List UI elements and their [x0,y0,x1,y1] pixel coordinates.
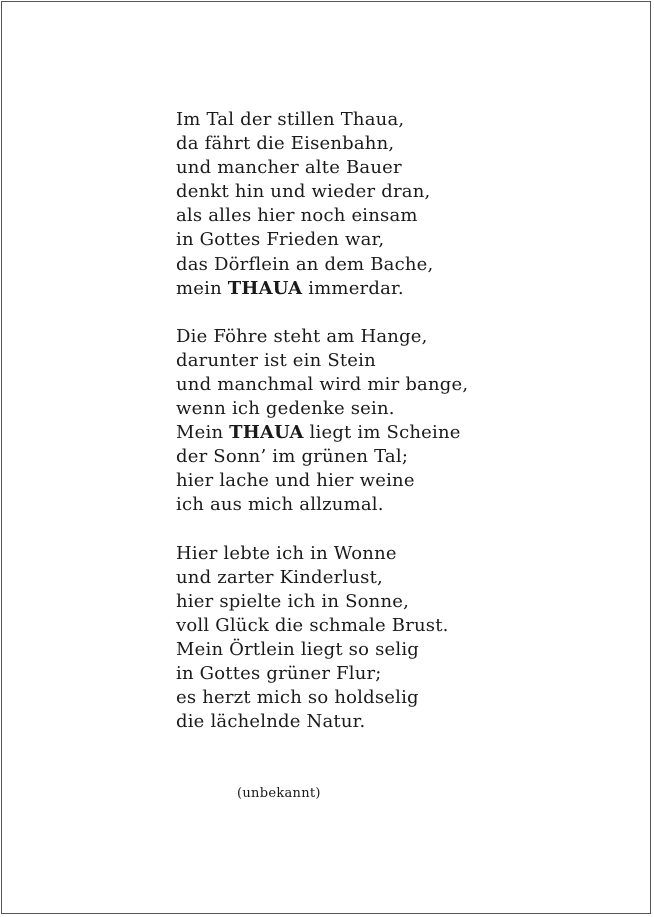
poem-line: und mancher alte Bauer [176,157,402,179]
poem-line: darunter ist ein Stein [176,349,376,371]
poem-line: Hier lebte ich in Wonne [176,542,397,564]
poem-line: voll Glück die schmale Brust. [176,614,449,636]
poem-line: und zarter Kinderlust, [176,566,383,588]
poem-line: Die Föhre steht am Hange, [176,325,428,347]
thaua-emphasis: THAUA [227,277,303,299]
poem-line: denkt hin und wieder dran, [176,181,431,203]
poem-line: Mein Örtlein liegt so selig [176,638,419,660]
poem-line: in Gottes grüner Flur; [176,662,382,684]
poem-line: da fährt die Eisenbahn, [176,133,395,155]
poem-line: die lächelnde Natur. [176,711,366,733]
poem-line: in Gottes Frieden war, [176,229,385,251]
poem-line: hier lache und hier weine [176,470,415,492]
thaua-emphasis: THAUA [229,422,304,444]
line-text: Mein [176,422,230,444]
line-text: liegt im Scheine [303,422,461,444]
poem-page [1,1,651,914]
line-text: mein [176,277,228,299]
stanza-1 [176,108,468,301]
poem [176,108,468,734]
poem-line: der Sonn’ im grünen Tal; [176,446,409,468]
poem-line: wenn ich gedenke sein. [176,398,395,420]
poem-line: es herzt mich so holdselig [176,687,419,709]
poem-line [176,421,468,445]
poem-line: Im Tal der stillen Thaua, [176,109,405,130]
poem-line: ich aus mich allzumal. [176,494,384,516]
poem-line: und manchmal wird mir bange, [176,373,469,395]
stanza-2 [176,325,468,518]
poem-line [176,277,468,301]
line-text: immerdar. [302,277,404,299]
poem-line: hier spielte ich in Sonne, [176,590,410,612]
poem-line: als alles hier noch einsam [176,205,418,227]
author-attribution: (unbekannt) [237,786,321,801]
stanza-3 [176,542,468,735]
poem-line: das Dörflein an dem Bache, [176,253,434,275]
